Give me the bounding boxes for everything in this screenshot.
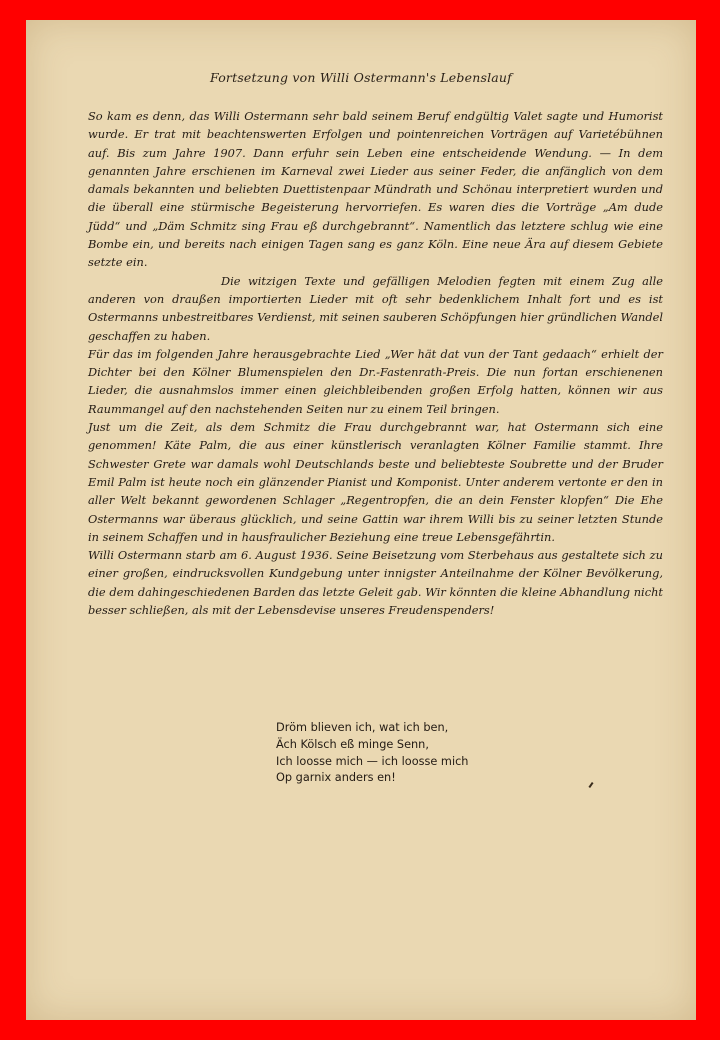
ink-mark xyxy=(588,782,593,788)
poem-line: Op garnix anders en! xyxy=(276,771,396,785)
paragraph-career: So kam es denn, das Willi Ostermann sehr bald seinem Beruf endgültig Valet sagte und Humorist wurde. Er trat mit beachtenswerten Erfolgen und pointenreichen Vorträgen auf Varietébühnen auf. Bis zum Jahre 1907. Dann erfuhr sein Leben eine entscheidende Wendung. — In dem genannten Jahre erschienen im Karneval zwei Lieder aus seiner Feder, die anfänglich von dem damals bekannten und beliebten Duettistenpaar Mündrath und Schönau interpretiert wurden und die überall eine stürmische Begeisterung hervorriefen. Es waren dies die Vorträge „Am dude Jüdd“ und „Däm Schmitz sing Frau eß durchgebrannt“. Namentlich das letztere schlug wie eine Bombe ein, und bereits nach einigen Tagen sang es ganz Köln. Eine neue Ära auf diesem Gebiete setzte ein. xyxy=(88,109,663,270)
paragraph-marriage: Just um die Zeit, als dem Schmitz die Frau durchgebrannt war, hat Ostermann sich eine genommen! Käte Palm, die aus einer künstlerisch veranlagten Kölner Familie stammt. Ihre Schwester Grete war damals wohl Deutschlands beste und beliebteste Soubrette und der Bruder Emil Palm ist heute noch ein glänzender Pianist und Komponist. Unter anderem vertonte er den in aller Welt bekannt gewordenen Schlager „Regentropfen, die an dein Fenster klopfen“ Die Ehe Ostermanns war überaus glücklich, und seine Gattin war ihrem Willi bis zu seiner letzten Stunde in seinem Schaffen und in hausfraulicher Beziehung eine treue Lebensgefährtin. xyxy=(88,420,663,544)
biography-text xyxy=(88,107,663,619)
closing-poem xyxy=(276,720,468,787)
poem-line: Dröm blieven ich, wat ich ben, xyxy=(276,721,449,734)
poem-line: Äch Kölsch eß minge Senn, xyxy=(276,737,429,751)
paragraph-death: Willi Ostermann starb am 6. August 1936. Seine Beisetzung vom Sterbehaus aus gestaltete sich zu einer großen, eindrucksvollen Kundgebung unter innigster Anteilnahme der Kölner Bevölkerung, die dem dahingeschiedenen Barden das letzte Geleit gab. Wir könnten die kleine Abhandlung nicht besser schließen, als mit der Lebensdevise unseres Freudenspenders! xyxy=(88,548,663,618)
poem-line: Ich loosse mich — ich loosse mich xyxy=(276,754,469,768)
paragraph-songs: Die witzigen Texte und gefälligen Melodien fegten mit einem Zug alle anderen von draußen importierten Lieder mit oft sehr bedenklichem Inhalt fort und es ist Ostermanns unbestreitbares Verdienst, mit seinen sauberen Schöpfungen hier gründlichen Wandel geschaffen zu haben. xyxy=(88,273,663,343)
page-heading: Fortsetzung von Willi Ostermann's Lebenslauf xyxy=(210,70,512,85)
paragraph-award: Für das im folgenden Jahre herausgebrachte Lied „Wer hät dat vun der Tant gedaach“ erhielt der Dichter bei den Kölner Blumenspielen den Dr.-Fastenrath-Preis. Die nun fortan erschienenen Lieder, die ausnahmslos immer einen gleichbleibenden großen Erfolg hatten, können wir aus Raummangel auf den nachstehenden Seiten nur zu einem Teil bringen. xyxy=(88,346,663,416)
document-page xyxy=(26,20,696,1020)
